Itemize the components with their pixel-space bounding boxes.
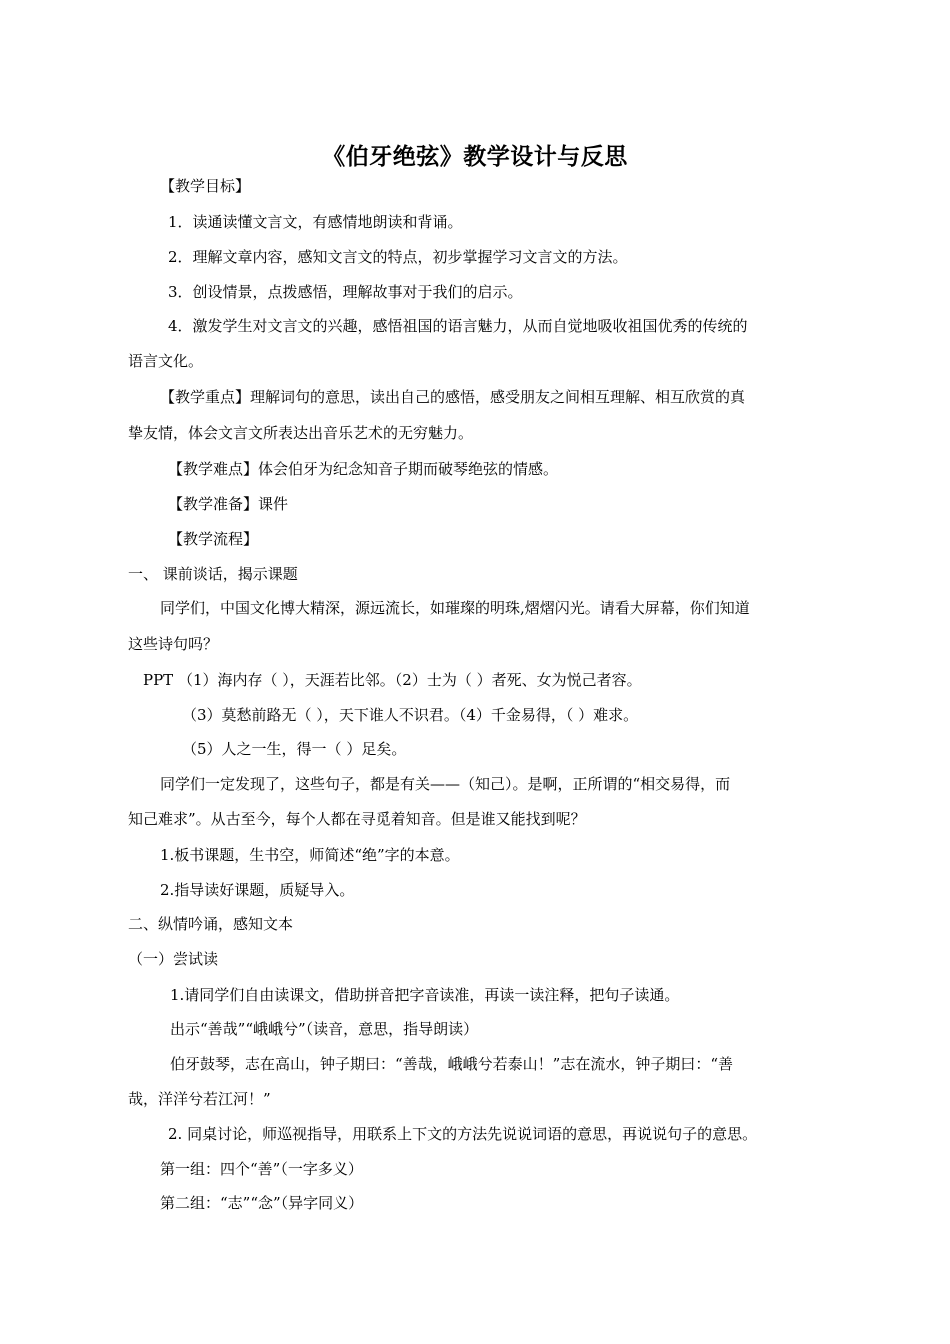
paragraph-line: 【教学难点】体会伯牙为纪念知音子期而破琴绝弦的情感。 bbox=[168, 460, 559, 478]
section-heading-objectives: 【教学目标】 bbox=[160, 177, 251, 195]
paragraph-line: 3．创设情景，点拨感悟，理解故事对于我们的启示。 bbox=[168, 283, 523, 301]
document-title: 《伯牙绝弦》教学设计与反思 bbox=[322, 144, 628, 170]
paragraph-line: 同学们，中国文化博大精深，源远流长，如璀璨的明珠,熠熠闪光。请看大屏幕，你们知道 bbox=[160, 599, 750, 617]
paragraph-line: 知己难求”。从古至今，每个人都在寻觅着知音。但是谁又能找到呢？ bbox=[128, 810, 586, 828]
paragraph-line: 4．激发学生对文言文的兴趣，感悟祖国的语言魅力，从而自觉地吸收祖国优秀的传统的 bbox=[168, 317, 748, 335]
section-heading-process: 【教学流程】 bbox=[168, 530, 259, 548]
section-heading-2: 二、纵情吟诵，感知文本 bbox=[128, 915, 294, 933]
paragraph-line: 语言文化。 bbox=[128, 352, 204, 370]
paragraph-line: PPT （1）海内存（ ），天涯若比邻。（2）士为（ ）者死、女为悦己者容。 bbox=[143, 671, 642, 689]
paragraph-line: 1．读通读懂文言文，有感情地朗读和背诵。 bbox=[168, 213, 463, 231]
subsection-heading: （一）尝试读 bbox=[128, 950, 219, 968]
paragraph-line: 伯牙鼓琴，志在高山，钟子期曰：“善哉，峨峨兮若泰山！”志在流水，钟子期曰：“善 bbox=[170, 1055, 734, 1073]
paragraph-line: 2. 同桌讨论，师巡视指导，用联系上下文的方法先说说词语的意思，再说说句子的意思。 bbox=[168, 1125, 758, 1143]
paragraph-line: 1.板书课题，生书空，师简述“绝”字的本意。 bbox=[160, 846, 460, 864]
paragraph-line: 哉，洋洋兮若江河！” bbox=[128, 1090, 271, 1108]
paragraph-line: 2.指导读好课题，质疑导入。 bbox=[160, 881, 355, 899]
paragraph-line: （3）莫愁前路无（ ），天下谁人不识君。（4）千金易得，（ ）难求。 bbox=[182, 706, 639, 724]
paragraph-line: 【教学准备】课件 bbox=[168, 495, 289, 513]
paragraph-line: 同学们一定发现了，这些句子，都是有关——（知己）。是啊，正所谓的“相交易得，而 bbox=[160, 775, 731, 793]
section-heading-1: 一、 课前谈话，揭示课题 bbox=[128, 565, 298, 583]
paragraph-line: 2．理解文章内容，感知文言文的特点，初步掌握学习文言文的方法。 bbox=[168, 248, 628, 266]
paragraph-line: 第一组：四个“善”（一字多义） bbox=[160, 1160, 363, 1178]
paragraph-line: 这些诗句吗？ bbox=[128, 635, 219, 653]
paragraph-line: 第二组：“志”“念”（异字同义） bbox=[160, 1194, 364, 1212]
paragraph-line: （5）人之一生，得一（ ）足矣。 bbox=[182, 740, 407, 758]
paragraph-line: 1.请同学们自由读课文，借助拼音把字音读准，再读一读注释，把句子读通。 bbox=[170, 986, 680, 1004]
paragraph-line: 【教学重点】理解词句的意思，读出自己的感悟，感受朋友之间相互理解、相互欣赏的真 bbox=[160, 388, 746, 406]
paragraph-line: 出示“善哉”“峨峨兮”（读音，意思，指导朗读） bbox=[170, 1020, 479, 1038]
paragraph-line: 挚友情，体会文言文所表达出音乐艺术的无穷魅力。 bbox=[128, 424, 474, 442]
